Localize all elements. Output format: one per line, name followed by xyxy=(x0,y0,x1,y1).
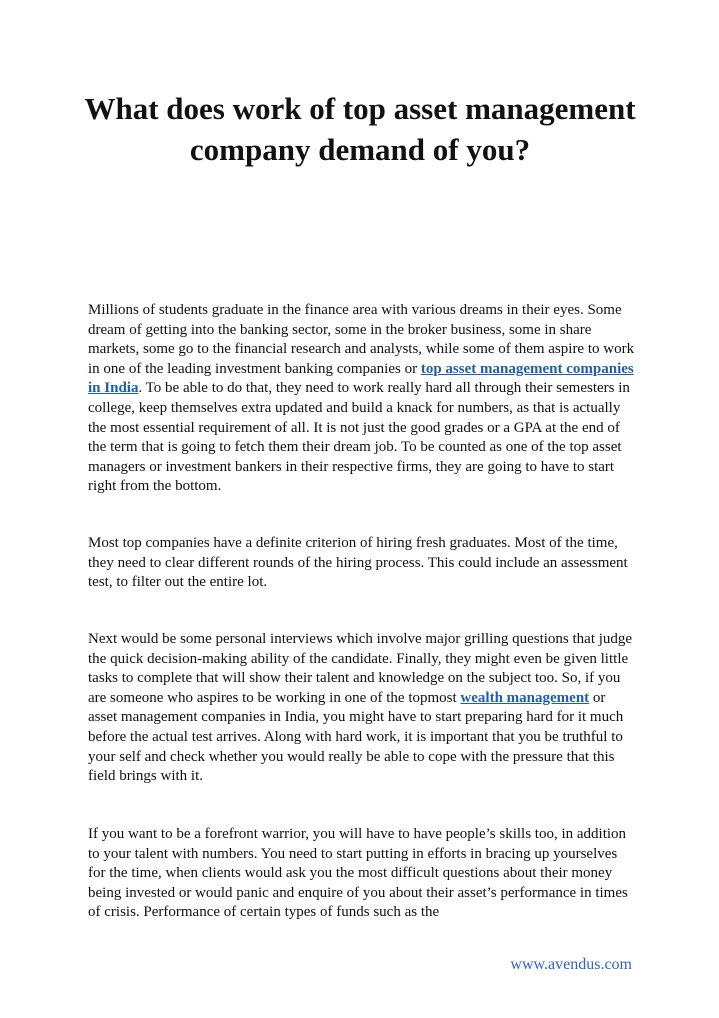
paragraph-3-text-after: or asset management companies in India, you might have to start preparing hard for it much before the actual test arrives. Along with hard work, it is important that you be truthful to your self and check whether you would really be able to cope with the pressure that this field brings with it. xyxy=(88,689,624,785)
footer-website-link[interactable]: www.avendus.com xyxy=(510,956,632,973)
paragraph-1-text-after: . To be able to do that, they need to work really hard all through their semesters in college, keep themselves extra updated and build a knack for numbers, as that is actually the most essential requirement of all. It is not just the good grades or a GPA at the end of the term that is going to fetch them their dream job. To be counted as one of the top asset managers or investment bankers in their respective firms, they are going to have to start right from the bottom. xyxy=(88,380,630,495)
paragraph-3-text-before: Next would be some personal interviews which involve major grilling questions that judge the quick decision-making ability of the candidate. Finally, they might even be given little tasks to complete that will show their talent and knowledge on the subject too. So, if you are someone who aspires to be working in one of the topmost xyxy=(88,631,633,706)
paragraph-4: If you want to be a forefront warrior, you will have to have people’s skills too, in addition to your talent with numbers. You need to start putting in efforts in bracing up yourselves for the time, when clients would ask you the most difficult questions about their money being invested or would panic and enquire of you about their asset’s performance in times of crisis. Performance of certain types of funds such as the xyxy=(88,826,628,921)
paragraph-1 xyxy=(88,301,636,497)
paragraph-3 xyxy=(88,630,636,787)
top-asset-management-link[interactable]: top asset management companies in India xyxy=(88,360,634,397)
paragraph-1-text-before: Millions of students graduate in the finance area with various dreams in their eyes. Some dream of getting into the banking sector, some in the broker business, some in share markets, some go to the financial research and analysts, while some of them aspire to work in one of the leading investment banking companies or xyxy=(88,302,635,377)
paragraph-2: Most top companies have a definite criterion of hiring fresh graduates. Most of the time, they need to clear different rounds of the hiring process. This could include an assessment test, to filter out the entire lot. xyxy=(88,535,628,591)
wealth-management-link[interactable]: wealth management xyxy=(460,689,590,706)
page-title: What does work of top asset management company demand of you? xyxy=(84,91,636,167)
